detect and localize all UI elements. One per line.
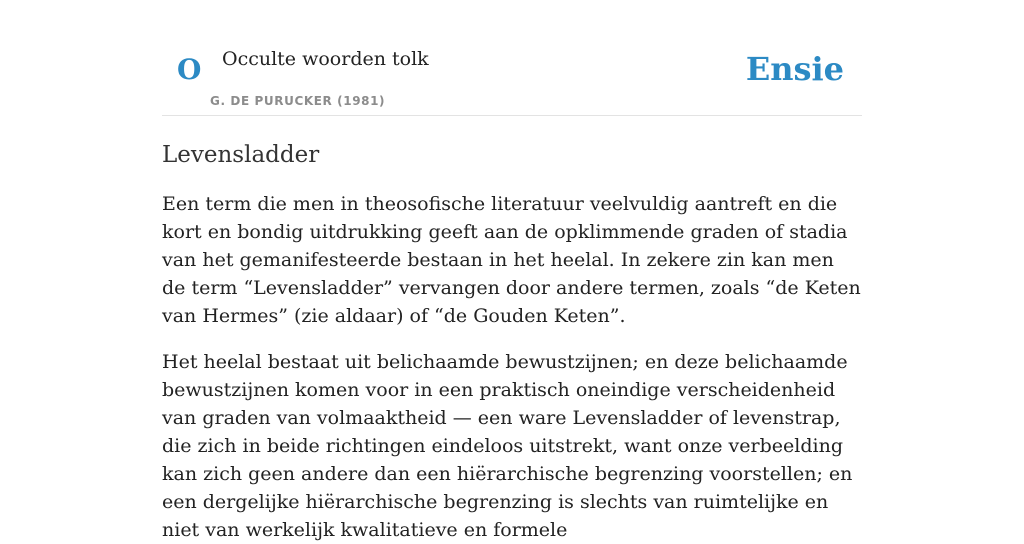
book-title-link[interactable]: Occulte woorden tolk bbox=[222, 48, 429, 70]
book-author: G. DE PURUCKER (1981) bbox=[210, 94, 386, 108]
body-paragraph: Een term die men in theosofische literatuur veelvuldig aantreft en die kort en bondig uitdrukking geeft aan de opklimmende graden of stadia van het gemanifesteerde bestaan in het heelal. In zekere zin kan men de term “Levensladder” vervangen door andere termen, zoals “de Keten van Hermes” (zie aldaar) of “de Gouden Keten”. bbox=[162, 193, 861, 327]
index-letter[interactable]: O bbox=[177, 53, 202, 86]
page bbox=[162, 0, 862, 544]
entry-title: Levensladder bbox=[162, 142, 320, 168]
ensie-logo[interactable]: Ensie bbox=[745, 50, 844, 88]
page-header bbox=[162, 0, 862, 116]
body-paragraph: Het heelal bestaat uit belichaamde bewustzijnen; en deze belichaamde bewustzijnen komen voor in een praktisch oneindige verscheidenheid van graden van volmaaktheid — een ware Levensladder of levenstrap, die zich in beide richtingen eindeloos uitstrekt, want onze verbeelding kan zich geen andere dan een hiërarchische begrenzing voorstellen; en een dergelijke hiërarchische begrenzing is slechts van ruimtelijke en niet van werkelijk kwalitatieve en formele bbox=[162, 351, 853, 541]
